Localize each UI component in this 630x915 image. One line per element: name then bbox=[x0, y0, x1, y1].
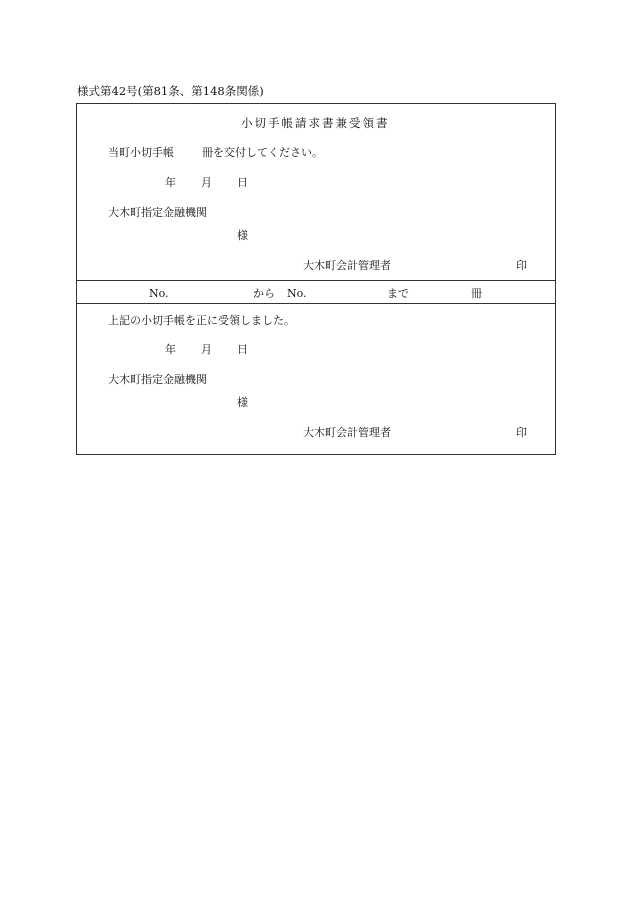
receipt-date-month: 月 bbox=[201, 343, 212, 356]
divider-bottom bbox=[77, 303, 555, 304]
divider-top bbox=[77, 280, 555, 281]
request-line-prefix: 当町小切手帳 bbox=[108, 146, 174, 159]
range-to-no: No. bbox=[287, 287, 307, 300]
receipt-date-year: 年 bbox=[165, 343, 176, 356]
form-title: 小切手帳請求書兼受領書 bbox=[241, 116, 390, 130]
request-date-month: 月 bbox=[201, 176, 212, 189]
range-volumes: 冊 bbox=[471, 287, 482, 300]
receipt-addressee: 大木町指定金融機関 bbox=[108, 373, 207, 386]
receipt-seal: 印 bbox=[516, 426, 527, 439]
request-addressee: 大木町指定金融機関 bbox=[108, 206, 207, 219]
form-number-label: 様式第42号(第81条、第148条関係) bbox=[77, 84, 264, 98]
request-line-suffix: 冊を交付してください。 bbox=[202, 146, 323, 159]
range-to-word: まで bbox=[387, 287, 409, 300]
receipt-date-day: 日 bbox=[237, 343, 248, 356]
receipt-statement: 上記の小切手帳を正に受領しました。 bbox=[108, 314, 295, 327]
request-date-day: 日 bbox=[237, 176, 248, 189]
request-seal: 印 bbox=[516, 259, 527, 272]
request-honorific: 様 bbox=[237, 229, 248, 242]
receipt-honorific: 様 bbox=[237, 396, 248, 409]
range-from-no: No. bbox=[149, 287, 169, 300]
range-from-word: から bbox=[253, 287, 275, 300]
request-signer: 大木町会計管理者 bbox=[303, 259, 391, 272]
request-receipt-form bbox=[76, 103, 556, 455]
request-date-year: 年 bbox=[165, 176, 176, 189]
receipt-signer: 大木町会計管理者 bbox=[303, 426, 391, 439]
